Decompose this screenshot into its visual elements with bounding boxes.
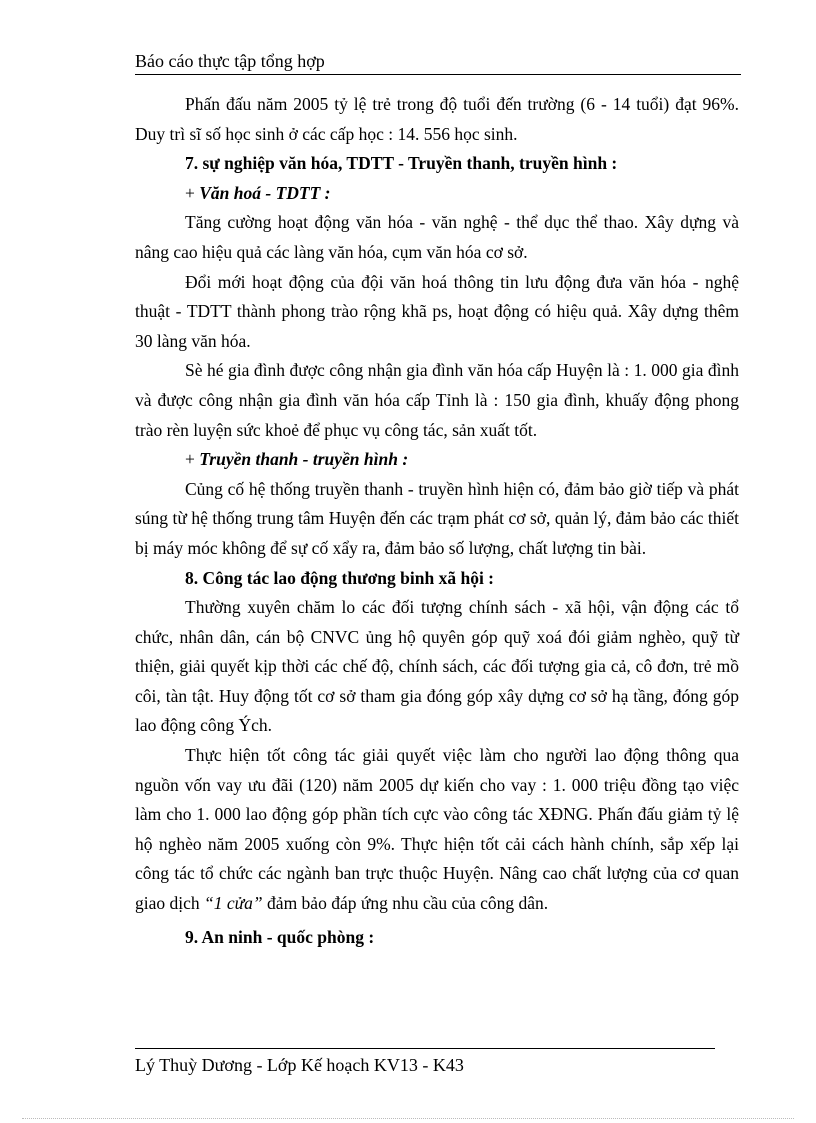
paragraph-mobile-culture-team: Đổi mới hoạt động của đội văn hoá thông tin lưu động đưa văn hóa - nghệ thuật - TDTT thành phong trào rộng khã ps, hoạt động có hiệu quả. Xây dựng thêm 30 làng văn hóa. bbox=[135, 271, 739, 351]
subheading-text: Văn hoá - TDTT : bbox=[199, 182, 331, 203]
paragraph-broadcast-system: Củng cố hệ thống truyền thanh - truyền hình hiện có, đảm bảo giờ tiếp và phát súng từ hệ thống trung tâm Huyện đến các trạm phát cơ sở, quản lý, đảm bảo các thiết bị máy móc không để sự cố xẩy ra, đảm bảo số lượng, chất lượng tin bài. bbox=[135, 478, 739, 558]
section-heading-7: 7. sự nghiệp văn hóa, TDTT - Truyền thanh, truyền hình : bbox=[185, 153, 618, 174]
paragraph-enrollment: Phấn đấu năm 2005 tỷ lệ trẻ trong độ tuổi đến trường (6 - 14 tuổi) đạt 96%. Duy trì sĩ số học sinh ở các cấp học : 14. 556 học sinh. bbox=[135, 94, 739, 144]
paragraph-social-policy: Thường xuyên chăm lo các đối tượng chính sách - xã hội, vận động các tổ chức, nhân dân, cán bộ CNVC ủng hộ quyên góp quỹ xoá đói giảm nghèo, quỹ từ thiện, giải quyết kịp thời các chế độ, chính sách, các đối tượng gia cả, cô đơn, trẻ mồ côi, tàn tật. Huy động tốt cơ sở tham gia đóng góp xây dựng cơ sở hạ tầng, đóng góp lao động công Ých. bbox=[135, 597, 739, 736]
subheading-text: Truyền thanh - truyền hình : bbox=[199, 449, 409, 470]
one-door-quote: “1 cửa” bbox=[204, 893, 263, 914]
page-footer: Lý Thuỳ Dương - Lớp Kế hoạch KV13 - K43 bbox=[135, 1055, 464, 1075]
page-break-line bbox=[22, 1118, 794, 1119]
subheading-culture-sport bbox=[135, 179, 739, 209]
plus-mark: + bbox=[185, 182, 200, 203]
employment-text-end: đảm bảo đáp ứng nhu cầu của công dân. bbox=[262, 893, 549, 914]
page-body bbox=[135, 90, 739, 952]
paragraph-employment bbox=[135, 741, 739, 919]
paragraph-cultural-families: Sè hé gia đình được công nhận gia đình văn hóa cấp Huyện là : 1. 000 gia đình và được công nhận gia đình văn hóa cấp Tỉnh là : 150 gia đình, khuấy động phong trào rèn luyện sức khoẻ để phục vụ công tác, sản xuất tốt. bbox=[135, 360, 739, 440]
paragraph-culture-activities: Tăng cường hoạt động văn hóa - văn nghệ - thể dục thể thao. Xây dựng và nâng cao hiệu quả các làng văn hóa, cụm văn hóa cơ sở. bbox=[135, 212, 739, 262]
section-heading-8: 8. Công tác lao động thương binh xã hội : bbox=[185, 567, 495, 588]
section-heading-9: 9. An ninh - quốc phòng : bbox=[185, 926, 375, 947]
subheading-radio-tv bbox=[135, 445, 739, 475]
footer-divider bbox=[135, 1048, 715, 1049]
plus-mark: + bbox=[185, 449, 200, 470]
page-header: Báo cáo thực tập tổng hợp bbox=[135, 50, 741, 75]
employment-text: Thực hiện tốt công tác giải quyết việc làm cho người lao động thông qua nguồn vốn vay ưu đãi (120) năm 2005 dự kiến cho vay : 1. 000 triệu đồng tạo việc làm cho 1. 000 lao động góp phần tích cực vào công tác XĐNG. Phấn đấu giảm tỷ lệ hộ nghèo năm 2005 xuống còn 9%. Thực hiện tốt cải cách hành chính, sắp xếp lại công tác tổ chức các ngành ban trực thuộc Huyện. Nâng cao chất lượng của cơ quan giao dịch bbox=[135, 745, 739, 914]
